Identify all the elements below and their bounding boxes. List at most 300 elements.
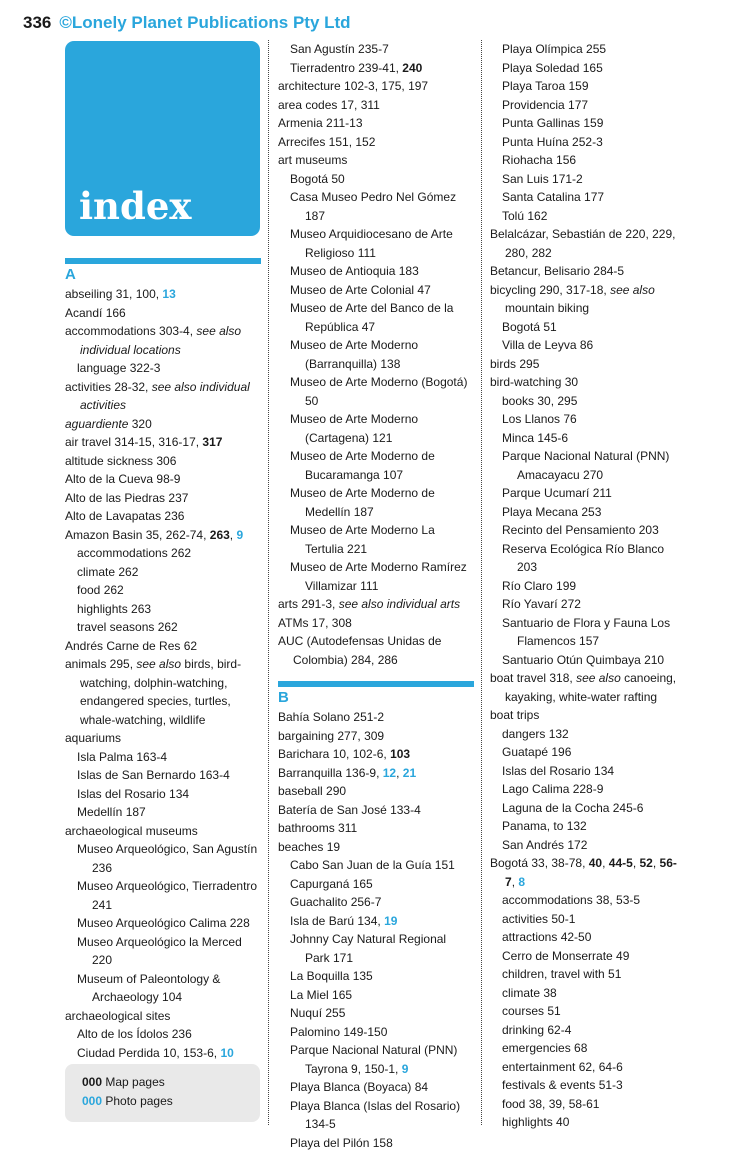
index-subentry (278, 299, 474, 336)
index-subentry (490, 59, 686, 78)
entry-text: Museo de Arte Moderno de Medellín 187 (290, 486, 435, 519)
entry-text: see also (136, 657, 182, 671)
entry-text: art museums (278, 153, 348, 167)
section-divider-b (278, 681, 474, 687)
index-subentry (490, 151, 686, 170)
index-entry (278, 801, 474, 820)
entry-text: Museo de Arte Moderno (Bogotá) 50 (290, 375, 468, 408)
entry-text: emergencies 68 (502, 1041, 588, 1055)
index-subentry (490, 484, 686, 503)
index-entry (278, 708, 474, 727)
entry-text: climate 38 (502, 985, 557, 1000)
entry-text: children, travel with 51 (502, 967, 622, 981)
entry-text: bathrooms 311 (278, 821, 358, 835)
entry-text: accommodations 262 (77, 546, 192, 560)
index-entry (65, 378, 261, 415)
photo-page-ref: 10 (220, 1045, 234, 1060)
index-subentry (278, 1078, 474, 1097)
entry-text: see also individual locations (80, 324, 242, 357)
entry-text: accommodations 38, 53-5 (502, 893, 641, 907)
entry-text: Medellín 187 (77, 805, 146, 819)
entry-text: ATMs 17, 308 (278, 615, 352, 630)
entry-text: archaeological museums (65, 823, 198, 838)
entry-text: Playa Taroa 159 (502, 79, 589, 93)
entry-text: Panama, to 132 (502, 819, 587, 833)
index-subentry (490, 133, 686, 152)
index-subentry (65, 877, 261, 914)
entry-text: San Luis 171-2 (502, 171, 583, 186)
entry-text: San Agustín 235-7 (290, 42, 389, 56)
entry-text: Arrecifes 151, 152 (278, 134, 376, 149)
entry-text: Lago Calima 228-9 (502, 782, 604, 796)
index-subentry (490, 188, 686, 207)
entry-text: food 262 (77, 583, 124, 597)
entry-text: bird-watching 30 (490, 375, 579, 389)
entry-text: climate 262 (77, 564, 139, 579)
legend-photo-key: 000 (82, 1094, 103, 1108)
index-subentry (490, 836, 686, 855)
entry-text: Betancur, Belisario 284-5 (490, 264, 625, 278)
index-subentry (490, 447, 686, 484)
entry-text: Santuario de Flora y Fauna Los Flamencos 157 (502, 615, 671, 648)
index-subentry (65, 544, 261, 563)
index-entry (278, 632, 474, 669)
index-entry (65, 637, 261, 656)
index-subentry (278, 225, 474, 262)
entry-list-2a (278, 40, 474, 669)
photo-page-ref: 21 (402, 765, 417, 780)
index-subentry (278, 875, 474, 894)
index-entry (65, 822, 261, 841)
index-entry (65, 526, 261, 545)
entry-text: Islas de San Bernardo 163-4 (77, 768, 230, 782)
page-number: 336 (23, 13, 52, 32)
index-subentry (490, 1113, 686, 1132)
entry-text: Alto de las Piedras 237 (65, 490, 189, 505)
entry-text: highlights 263 (77, 601, 152, 616)
map-page-ref: 40 (588, 856, 603, 870)
index-subentry (278, 484, 474, 521)
index-subentry (490, 114, 686, 133)
entry-text: , (396, 765, 403, 780)
index-subentry (65, 933, 261, 970)
entry-text: Islas del Rosario 134 (502, 763, 615, 778)
index-subentry (490, 799, 686, 818)
entry-text: Casa Museo Pedro Nel Gómez 187 (290, 190, 457, 223)
entry-text: Cerro de Monserrate 49 (502, 948, 630, 963)
entry-text: Museo de Antioquia 183 (290, 264, 419, 278)
index-subentry (278, 281, 474, 300)
entry-text: mountain biking (505, 301, 590, 315)
index-entry (490, 262, 686, 281)
entry-text: Museo Arqueológico Calima 228 (77, 916, 250, 930)
index-subentry (490, 743, 686, 762)
entry-text: boat travel 318, (490, 671, 577, 685)
index-subentry (278, 188, 474, 225)
entry-text: travel seasons 262 (77, 620, 178, 634)
index-subentry (278, 893, 474, 912)
entry-text: 320 (128, 416, 152, 431)
entry-text: aguardiente (65, 416, 129, 431)
entry-text: Providencia 177 (502, 97, 589, 112)
entry-text: Museo de Arte Moderno (Cartagena) 121 (290, 412, 419, 445)
index-subentry (490, 392, 686, 411)
index-entry (278, 614, 474, 633)
entry-text: Bogotá 50 (290, 171, 345, 186)
page-legend (65, 1064, 260, 1122)
entry-text: Bogotá 51 (502, 319, 557, 334)
index-subentry (490, 1058, 686, 1077)
entry-text: canoeing, kayaking, white-water rafting (505, 671, 677, 704)
index-subentry (490, 910, 686, 929)
entry-text: Nuquí 255 (290, 1006, 346, 1020)
index-entry (65, 470, 261, 489)
entry-text: Tolú 162 (502, 208, 548, 223)
entry-text: Museo de Arte Moderno Ramírez Villamizar 111 (290, 560, 467, 593)
entry-text: Río Yavarí 272 (502, 597, 581, 611)
entry-text: Andrés Carne de Res 62 (65, 638, 198, 653)
entry-text: Alto de los Ídolos 236 (77, 1027, 192, 1041)
index-column-1 (65, 258, 261, 1081)
entry-text: accommodations 303-4, (65, 324, 197, 338)
index-subentry (490, 1002, 686, 1021)
index-subentry (490, 965, 686, 984)
entry-text: bicycling 290, 317-18, (490, 282, 611, 297)
index-subentry (278, 986, 474, 1005)
index-subentry (278, 59, 474, 78)
entry-text: Laguna de la Cocha 245-6 (502, 800, 644, 815)
index-subentry (278, 373, 474, 410)
index-entry (490, 669, 686, 706)
entry-text: aquariums (65, 731, 122, 745)
entry-text: Río Claro 199 (502, 578, 577, 593)
entry-list-1 (65, 285, 261, 1081)
entry-text: Cabo San Juan de la Guía 151 (290, 858, 455, 872)
index-subentry (65, 748, 261, 767)
entry-text: Playa del Pilón 158 (290, 1135, 393, 1150)
index-entry (278, 114, 474, 133)
map-page-ref: 52 (639, 856, 653, 870)
entry-text: Museo de Arte del Banco de la República 47 (290, 301, 454, 334)
entry-text: Islas del Rosario 134 (77, 786, 190, 801)
index-entry (278, 133, 474, 152)
entry-text: Playa Blanca (Boyaca) 84 (290, 1080, 429, 1094)
index-entry (278, 77, 474, 96)
entry-list-2b (278, 708, 474, 1152)
entry-text: food 38, 39, 58-61 (502, 1096, 600, 1111)
index-subentry (490, 595, 686, 614)
entry-text: see also individual arts (338, 597, 461, 611)
index-subentry (278, 967, 474, 986)
index-subentry (490, 540, 686, 577)
entry-text: Palomino 149-150 (290, 1024, 388, 1039)
index-subentry (278, 1023, 474, 1042)
entry-text: festivals & events 51-3 (502, 1078, 623, 1092)
index-subentry (490, 984, 686, 1003)
entry-text: , (602, 856, 609, 870)
entry-text: Museo Arquidiocesano de Arte Religioso 111 (290, 227, 453, 260)
entry-text: see also individual activities (80, 379, 250, 412)
index-title-tile (65, 41, 260, 236)
index-subentry (490, 947, 686, 966)
index-subentry (65, 803, 261, 822)
entry-text: birds 295 (490, 356, 540, 371)
entry-text: Minca 145-6 (502, 430, 569, 445)
index-subentry (65, 618, 261, 637)
entry-text: Villa de Leyva 86 (502, 338, 594, 352)
entry-text: La Boquilla 135 (290, 969, 373, 983)
legend-map-row (82, 1073, 260, 1092)
entry-text: Playa Mecana 253 (502, 504, 602, 519)
entry-text: abseiling 31, 100, (65, 287, 163, 301)
index-entry (278, 838, 474, 857)
entry-text: Museum of Paleontology & Archaeology 104 (77, 971, 221, 1004)
map-page-ref: 103 (390, 747, 411, 761)
index-subentry (278, 336, 474, 373)
index-subentry (490, 503, 686, 522)
entry-text: activities 28-32, (65, 379, 152, 394)
entry-text: area codes 17, 311 (278, 97, 380, 112)
section-letter-a: A (65, 266, 76, 283)
index-subentry (490, 762, 686, 781)
index-subentry (65, 1044, 261, 1063)
column-rule-2 (481, 40, 482, 1125)
index-subentry (65, 785, 261, 804)
legend-photo-label: Photo pages (105, 1094, 173, 1108)
index-subentry (490, 40, 686, 59)
entry-text: Armenia 211-13 (278, 116, 363, 130)
index-entry (65, 433, 261, 452)
photo-page-ref: 9 (401, 1061, 409, 1076)
entry-text: Playa Soledad 165 (502, 60, 603, 75)
entry-text: beaches 19 (278, 839, 341, 854)
map-page-ref: 263 (209, 527, 230, 542)
entry-text: air travel 314-15, 316-17, (65, 435, 203, 449)
index-subentry (490, 780, 686, 799)
index-entry (490, 706, 686, 725)
entry-text: Johnny Cay Natural Regional Park 171 (290, 932, 447, 965)
index-subentry (65, 766, 261, 785)
index-entry (65, 452, 261, 471)
index-entry (490, 854, 686, 891)
index-subentry (490, 410, 686, 429)
index-subentry (278, 410, 474, 447)
index-subentry (65, 914, 261, 933)
index-subentry (490, 207, 686, 226)
index-subentry (490, 96, 686, 115)
entry-text: , (511, 874, 519, 889)
entry-text: Playa Blanca (Islas del Rosario) 134-5 (290, 1098, 461, 1131)
index-entry (65, 729, 261, 748)
index-subentry (490, 651, 686, 670)
legend-map-key: 000 (82, 1075, 103, 1089)
entry-text: boat trips (490, 708, 540, 722)
legend-map-label: Map pages (105, 1075, 165, 1089)
entry-text: Museo Arqueológico, Tierradentro 241 (77, 879, 258, 912)
entry-text: Acandí 166 (65, 305, 126, 320)
index-subentry (278, 447, 474, 484)
index-subentry (490, 577, 686, 596)
entry-text: Bogotá 33, 38-78, (490, 856, 589, 870)
entry-text: baseball 290 (278, 784, 347, 798)
index-subentry (278, 521, 474, 558)
photo-page-ref: 8 (518, 874, 526, 889)
entry-text: language 322-3 (77, 361, 161, 375)
entry-text: , (652, 856, 660, 870)
entry-text: Riohacha 156 (502, 153, 577, 167)
publisher-line: ©Lonely Planet Publications Pty Ltd (59, 13, 351, 32)
entry-text: activities 50-1 (502, 911, 576, 926)
entry-text: altitude sickness 306 (65, 453, 177, 468)
entry-text: animals 295, (65, 657, 137, 671)
index-subentry (278, 856, 474, 875)
entry-text: Recinto del Pensamiento 203 (502, 523, 659, 537)
photo-page-ref: 19 (384, 913, 398, 928)
index-subentry (65, 840, 261, 877)
entry-text: , (632, 856, 640, 870)
entry-text: bargaining 277, 309 (278, 728, 385, 743)
entry-text: Guatapé 196 (502, 745, 572, 759)
index-subentry (278, 170, 474, 189)
index-subentry (490, 1021, 686, 1040)
index-entry (65, 507, 261, 526)
entry-text: attractions 42-50 (502, 930, 592, 944)
index-entry (490, 355, 686, 374)
index-subentry (490, 336, 686, 355)
entry-text: Museo Arqueológico la Merced 220 (77, 934, 242, 967)
index-entry (65, 415, 261, 434)
entry-text: Barichara 10, 102-6, (278, 747, 391, 761)
index-subentry (278, 40, 474, 59)
index-entry (65, 322, 261, 359)
photo-page-ref: 12 (382, 765, 397, 780)
entry-text: archaeological sites (65, 1008, 171, 1023)
index-entry (278, 595, 474, 614)
index-subentry (278, 1097, 474, 1134)
index-subentry (490, 928, 686, 947)
photo-page-ref: 13 (162, 287, 176, 301)
entry-text: Santuario Otún Quimbaya 210 (502, 652, 665, 667)
entry-text: Parque Nacional Natural (PNN) Amacayacu 270 (502, 449, 670, 482)
entry-text: Parque Ucumarí 211 (502, 486, 612, 500)
index-subentry (65, 600, 261, 619)
entry-text: Capurganá 165 (290, 876, 373, 891)
index-subentry (490, 77, 686, 96)
section-letter-b: B (278, 689, 289, 706)
entry-text: Batería de San José 133-4 (278, 802, 421, 817)
index-subentry (490, 429, 686, 448)
entry-text: dangers 132 (502, 726, 569, 741)
section-divider-a (65, 258, 261, 264)
index-subentry (278, 912, 474, 931)
map-page-ref: 317 (202, 435, 223, 449)
entry-text: , (229, 527, 237, 542)
entry-text: La Miel 165 (290, 987, 353, 1002)
index-subentry (490, 1095, 686, 1114)
index-entry (278, 782, 474, 801)
map-page-ref: 240 (402, 60, 423, 75)
entry-text: birds, bird-watching, dolphin-watching, endangered species, turtles, whale-watching, wildlife (80, 657, 242, 727)
entry-text: Museo de Arte Colonial 47 (290, 282, 431, 297)
index-entry (65, 285, 261, 304)
entry-text: Museo de Arte Moderno de Bucaramanga 107 (290, 449, 435, 482)
entry-text: see also (576, 671, 621, 685)
entry-text: arts 291-3, (278, 597, 339, 611)
entry-text: Tierradentro 239-41, (290, 60, 403, 75)
index-subentry (490, 521, 686, 540)
legend-photo-row (82, 1092, 260, 1111)
entry-text: AUC (Autodefensas Unidas de Colombia) 284, 286 (278, 634, 442, 667)
index-entry (65, 489, 261, 508)
index-title: index (79, 184, 192, 228)
index-entry (490, 373, 686, 392)
index-subentry (278, 930, 474, 967)
index-subentry (278, 558, 474, 595)
entry-text: Playa Olímpica 255 (502, 42, 607, 56)
index-subentry (278, 262, 474, 281)
photo-page-ref: 9 (236, 527, 244, 542)
page-header (23, 13, 351, 35)
index-subentry (65, 359, 261, 378)
index-entry (278, 819, 474, 838)
entry-text: Bahía Solano 251-2 (278, 710, 385, 724)
entry-text: architecture 102-3, 175, 197 (278, 79, 429, 93)
entry-text: Punta Huína 252-3 (502, 134, 603, 149)
entry-text: books 30, 295 (502, 393, 578, 408)
index-entry (65, 304, 261, 323)
entry-text: see also (610, 282, 655, 297)
entry-text: Isla Palma 163-4 (77, 749, 168, 764)
index-subentry (490, 725, 686, 744)
index-entry (278, 151, 474, 170)
index-entry (278, 96, 474, 115)
index-subentry (278, 1004, 474, 1023)
index-entry (490, 225, 686, 262)
index-subentry (490, 817, 686, 836)
index-entry (65, 1007, 261, 1026)
entry-text: Barranquilla 136-9, (278, 765, 383, 780)
entry-text: Guachalito 256-7 (290, 895, 382, 909)
entry-list-3 (490, 40, 686, 1132)
index-subentry (490, 1039, 686, 1058)
entry-text: Museo de Arte Moderno (Barranquilla) 138 (290, 338, 419, 371)
index-subentry (65, 1025, 261, 1044)
entry-text: drinking 62-4 (502, 1022, 572, 1037)
entry-text: Alto de la Cueva 98-9 (65, 472, 181, 486)
entry-text: Santa Catalina 177 (502, 190, 605, 204)
index-entry (490, 281, 686, 318)
index-entry (65, 655, 261, 729)
index-column-2 (278, 40, 474, 1152)
index-entry (278, 745, 474, 764)
index-subentry (490, 614, 686, 651)
index-column-3 (490, 40, 686, 1132)
entry-text: Amazon Basin 35, 262-74, (65, 527, 210, 542)
map-page-ref: 56-7 (505, 856, 677, 889)
entry-text: Isla de Barú 134, (290, 913, 385, 928)
index-subentry (490, 170, 686, 189)
index-subentry (65, 970, 261, 1007)
index-entry (278, 727, 474, 746)
map-page-ref: 44-5 (608, 856, 633, 870)
entry-text: entertainment 62, 64-6 (502, 1059, 623, 1074)
entry-text: Ciudad Perdida 10, 153-6, (77, 1045, 221, 1060)
index-subentry (278, 1134, 474, 1153)
index-subentry (490, 318, 686, 337)
entry-text: San Andrés 172 (502, 837, 588, 852)
entry-text: courses 51 (502, 1004, 561, 1018)
entry-text: Reserva Ecológica Río Blanco 203 (502, 541, 665, 574)
